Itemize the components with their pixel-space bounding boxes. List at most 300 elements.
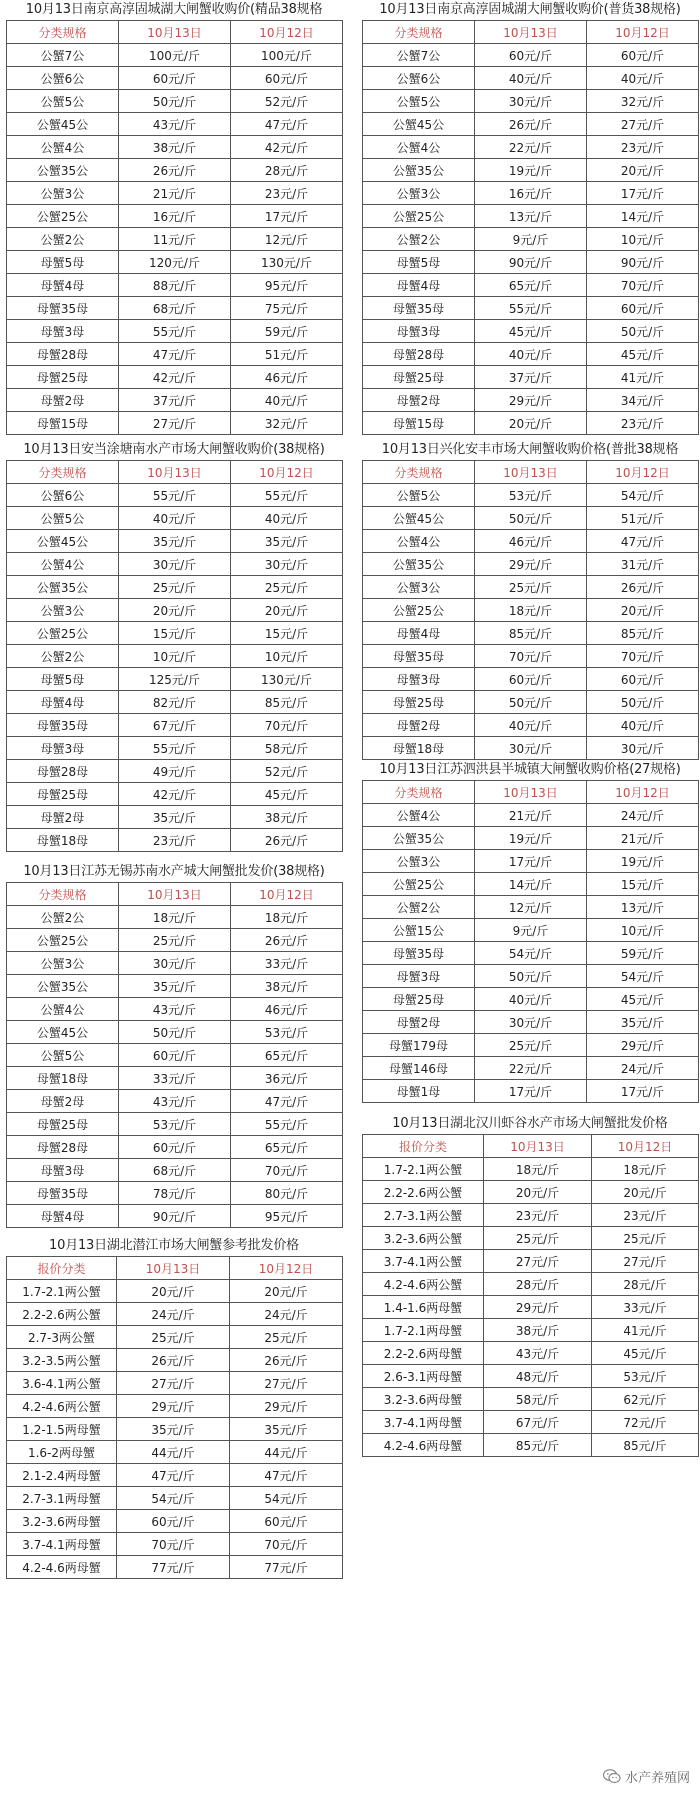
spec-cell: 3.6-4.1两公蟹 [7,1372,117,1395]
table-row [363,1250,699,1273]
price-cell: 44元/斤 [117,1441,230,1464]
price-cell: 13元/斤 [475,205,587,228]
price-cell: 47元/斤 [231,113,343,136]
price-cell: 58元/斤 [231,737,343,760]
price-cell: 27元/斤 [119,412,231,435]
spec-cell: 母蟹2母 [7,806,119,829]
price-cell: 60元/斤 [587,668,699,691]
price-section [362,1114,698,1457]
price-cell: 58元/斤 [484,1388,592,1411]
price-cell: 40元/斤 [587,714,699,737]
column-header: 10月13日 [475,781,587,804]
price-cell: 51元/斤 [587,507,699,530]
table-row [7,760,343,783]
price-cell: 35元/斤 [119,530,231,553]
table-row [363,205,699,228]
price-cell: 35元/斤 [119,975,231,998]
table-row [7,1021,343,1044]
price-cell: 47元/斤 [230,1464,343,1487]
spec-cell: 母蟹28母 [7,760,119,783]
spec-cell: 1.7-2.1两公蟹 [7,1280,117,1303]
price-cell: 95元/斤 [231,274,343,297]
spec-cell: 公蟹15公 [363,919,475,942]
table-row [363,136,699,159]
table-row [7,829,343,852]
spec-cell: 母蟹4母 [7,691,119,714]
spec-cell: 公蟹4公 [7,136,119,159]
price-cell: 55元/斤 [231,484,343,507]
table-row [363,668,699,691]
price-cell: 40元/斤 [475,988,587,1011]
table-row [363,965,699,988]
price-table [6,882,343,1228]
spec-cell: 公蟹3公 [363,182,475,205]
price-cell: 60元/斤 [119,1136,231,1159]
price-cell: 88元/斤 [119,274,231,297]
price-cell: 21元/斤 [475,804,587,827]
table-row [7,1349,343,1372]
table-row [7,159,343,182]
price-cell: 17元/斤 [231,205,343,228]
spec-cell: 母蟹2母 [363,714,475,737]
price-cell: 50元/斤 [119,1021,231,1044]
header-row [363,1135,699,1158]
price-cell: 46元/斤 [475,530,587,553]
price-cell: 40元/斤 [119,507,231,530]
price-cell: 47元/斤 [231,1090,343,1113]
price-cell: 38元/斤 [119,136,231,159]
price-section [362,440,698,760]
spec-cell: 4.2-4.6两公蟹 [7,1395,117,1418]
price-cell: 41元/斤 [587,366,699,389]
price-cell: 24元/斤 [230,1303,343,1326]
price-cell: 41元/斤 [592,1319,699,1342]
price-cell: 30元/斤 [119,553,231,576]
price-cell: 25元/斤 [475,1034,587,1057]
price-cell: 10元/斤 [231,645,343,668]
price-cell: 25元/斤 [475,576,587,599]
spec-cell: 母蟹25母 [363,366,475,389]
price-section [362,0,698,435]
table-row [363,412,699,435]
price-cell: 25元/斤 [230,1326,343,1349]
price-cell: 60元/斤 [119,1044,231,1067]
price-table [362,780,699,1103]
table-row [7,553,343,576]
table-row [363,942,699,965]
price-section [6,0,342,435]
column-header: 分类规格 [7,883,119,906]
spec-cell: 母蟹3母 [363,320,475,343]
table-row [7,645,343,668]
price-cell: 50元/斤 [475,507,587,530]
price-cell: 10元/斤 [119,645,231,668]
table-row [7,929,343,952]
price-cell: 65元/斤 [231,1136,343,1159]
table-row [7,1205,343,1228]
table-row [363,1388,699,1411]
header-row [363,21,699,44]
price-cell: 100元/斤 [119,44,231,67]
price-cell: 40元/斤 [231,507,343,530]
price-cell: 70元/斤 [231,1159,343,1182]
price-cell: 50元/斤 [587,320,699,343]
price-cell: 60元/斤 [119,67,231,90]
price-cell: 19元/斤 [475,159,587,182]
spec-cell: 2.2-2.6两母蟹 [363,1342,484,1365]
table-row [363,714,699,737]
table-row [7,783,343,806]
price-cell: 50元/斤 [587,691,699,714]
table-row [7,1556,343,1579]
table-row [363,67,699,90]
price-cell: 23元/斤 [484,1204,592,1227]
column-header: 分类规格 [363,461,475,484]
price-cell: 19元/斤 [587,850,699,873]
price-cell: 85元/斤 [475,622,587,645]
table-row [363,1296,699,1319]
price-cell: 15元/斤 [231,622,343,645]
price-cell: 49元/斤 [119,760,231,783]
spec-cell: 公蟹2公 [7,645,119,668]
table-row [363,737,699,760]
spec-cell: 1.7-2.1两母蟹 [363,1319,484,1342]
price-cell: 29元/斤 [484,1296,592,1319]
spec-cell: 公蟹4公 [7,553,119,576]
price-cell: 42元/斤 [119,366,231,389]
column-header: 10月12日 [587,781,699,804]
spec-cell: 母蟹25母 [7,783,119,806]
table-row [7,320,343,343]
table-row [7,113,343,136]
table-row [363,1011,699,1034]
spec-cell: 母蟹25母 [7,1113,119,1136]
table-row [363,873,699,896]
spec-cell: 母蟹2母 [7,389,119,412]
table-row [7,205,343,228]
price-cell: 20元/斤 [587,599,699,622]
table-row [7,412,343,435]
spec-cell: 公蟹3公 [7,182,119,205]
price-cell: 25元/斤 [231,576,343,599]
spec-cell: 3.7-4.1两母蟹 [7,1533,117,1556]
watermark-text: 水产养殖网 [624,1771,690,1786]
table-row [363,182,699,205]
spec-cell: 公蟹45公 [363,507,475,530]
spec-cell: 3.2-3.5两公蟹 [7,1349,117,1372]
table-row [363,343,699,366]
table-row [7,806,343,829]
price-cell: 17元/斤 [587,1080,699,1103]
price-cell: 12元/斤 [475,896,587,919]
table-row [7,297,343,320]
table-row [363,1319,699,1342]
spec-cell: 母蟹18母 [7,1067,119,1090]
spec-cell: 2.7-3.1两公蟹 [363,1204,484,1227]
spec-cell: 3.2-3.6两公蟹 [363,1227,484,1250]
spec-cell: 公蟹4公 [363,136,475,159]
price-cell: 60元/斤 [587,44,699,67]
price-cell: 95元/斤 [231,1205,343,1228]
section-title: 10月13日湖北汉川虾谷水产市场大闸蟹批发价格 [392,1116,668,1131]
price-cell: 22元/斤 [475,136,587,159]
table-row [7,251,343,274]
column-header: 10月12日 [230,1257,343,1280]
price-cell: 54元/斤 [230,1487,343,1510]
spec-cell: 3.2-3.6两母蟹 [7,1510,117,1533]
table-row [7,136,343,159]
price-cell: 40元/斤 [231,389,343,412]
table-row [363,1342,699,1365]
section-title: 10月13日江苏泗洪县半城镇大闸蟹收购价格(27规格) [379,762,681,777]
table-row [7,67,343,90]
column-header: 10月12日 [231,883,343,906]
price-section [6,1236,342,1579]
table-row [7,952,343,975]
spec-cell: 公蟹4公 [363,530,475,553]
spec-cell: 母蟹3母 [7,320,119,343]
spec-cell: 公蟹6公 [7,67,119,90]
price-cell: 31元/斤 [587,553,699,576]
price-cell: 59元/斤 [231,320,343,343]
price-table [6,460,343,852]
header-row [363,781,699,804]
spec-cell: 母蟹25母 [363,691,475,714]
price-cell: 46元/斤 [231,366,343,389]
spec-cell: 母蟹35母 [7,297,119,320]
spec-cell: 母蟹4母 [363,622,475,645]
table-row [363,228,699,251]
price-cell: 45元/斤 [587,988,699,1011]
table-row [363,645,699,668]
table-row [363,1227,699,1250]
price-cell: 70元/斤 [230,1533,343,1556]
price-cell: 55元/斤 [475,297,587,320]
section-title: 10月13日南京高淳固城湖大闸蟹收购价(精品38规格 [25,2,323,17]
spec-cell: 公蟹35公 [363,827,475,850]
price-cell: 35元/斤 [119,806,231,829]
spec-cell: 公蟹5公 [363,484,475,507]
column-header: 10月12日 [231,21,343,44]
price-cell: 28元/斤 [231,159,343,182]
price-cell: 26元/斤 [231,929,343,952]
table-row [363,691,699,714]
spec-cell: 公蟹5公 [7,507,119,530]
price-cell: 100元/斤 [231,44,343,67]
price-cell: 45元/斤 [475,320,587,343]
price-cell: 38元/斤 [231,975,343,998]
price-cell: 60元/斤 [475,668,587,691]
table-row [7,975,343,998]
price-cell: 10元/斤 [587,228,699,251]
spec-cell: 公蟹5公 [7,90,119,113]
table-row [363,1057,699,1080]
price-cell: 54元/斤 [587,965,699,988]
price-cell: 25元/斤 [119,929,231,952]
price-cell: 54元/斤 [117,1487,230,1510]
price-cell: 55元/斤 [119,320,231,343]
spec-cell: 公蟹3公 [7,952,119,975]
table-row [7,1487,343,1510]
spec-cell: 公蟹5公 [363,90,475,113]
price-cell: 70元/斤 [231,714,343,737]
section-title: 10月13日江苏无锡苏南水产城大闸蟹批发价(38规格) [23,864,325,879]
spec-cell: 母蟹25母 [7,366,119,389]
column-header: 10月12日 [587,461,699,484]
price-cell: 40元/斤 [475,67,587,90]
price-cell: 22元/斤 [475,1057,587,1080]
table-row [363,1158,699,1181]
price-cell: 29元/斤 [587,1034,699,1057]
table-row [363,622,699,645]
table-row [7,622,343,645]
table-row [7,1136,343,1159]
spec-cell: 母蟹18母 [363,737,475,760]
price-table [6,1256,343,1579]
price-cell: 120元/斤 [119,251,231,274]
spec-cell: 母蟹35母 [363,297,475,320]
price-cell: 42元/斤 [119,783,231,806]
spec-cell: 2.7-3.1两母蟹 [7,1487,117,1510]
price-cell: 13元/斤 [587,896,699,919]
price-cell: 43元/斤 [119,998,231,1021]
price-cell: 43元/斤 [484,1342,592,1365]
table-row [363,297,699,320]
table-row [7,366,343,389]
price-cell: 55元/斤 [119,737,231,760]
price-cell: 33元/斤 [231,952,343,975]
price-cell: 18元/斤 [484,1158,592,1181]
spec-cell: 母蟹3母 [363,668,475,691]
table-row [7,714,343,737]
price-cell: 18元/斤 [475,599,587,622]
spec-cell: 母蟹28母 [363,343,475,366]
spec-cell: 母蟹35母 [363,645,475,668]
price-cell: 90元/斤 [475,251,587,274]
table-row [7,228,343,251]
section-title: 10月13日南京高淳固城湖大闸蟹收购价(普货38规格) [379,2,681,17]
price-cell: 27元/斤 [484,1250,592,1273]
spec-cell: 公蟹25公 [7,929,119,952]
table-row [7,343,343,366]
price-cell: 30元/斤 [119,952,231,975]
price-cell: 60元/斤 [230,1510,343,1533]
price-cell: 29元/斤 [230,1395,343,1418]
price-cell: 21元/斤 [119,182,231,205]
table-row [7,576,343,599]
price-cell: 23元/斤 [587,412,699,435]
table-row [363,1365,699,1388]
price-cell: 20元/斤 [231,599,343,622]
price-cell: 27元/斤 [587,113,699,136]
price-cell: 67元/斤 [119,714,231,737]
spec-cell: 母蟹25母 [363,988,475,1011]
table-row [363,366,699,389]
table-row [363,988,699,1011]
spec-cell: 公蟹45公 [7,530,119,553]
spec-cell: 3.7-4.1两母蟹 [363,1411,484,1434]
price-cell: 28元/斤 [484,1273,592,1296]
column-header: 10月13日 [119,883,231,906]
table-row [7,691,343,714]
table-row [7,1510,343,1533]
spec-cell: 2.2-2.6两公蟹 [363,1181,484,1204]
table-row [363,251,699,274]
price-cell: 70元/斤 [117,1533,230,1556]
spec-cell: 公蟹4公 [363,804,475,827]
spec-cell: 公蟹2公 [363,896,475,919]
table-row [7,1280,343,1303]
price-cell: 14元/斤 [475,873,587,896]
spec-cell: 母蟹5母 [363,251,475,274]
price-cell: 47元/斤 [117,1464,230,1487]
table-row [363,159,699,182]
price-cell: 50元/斤 [119,90,231,113]
spec-cell: 2.7-3两公蟹 [7,1326,117,1349]
table-row [7,998,343,1021]
price-cell: 30元/斤 [587,737,699,760]
price-cell: 30元/斤 [475,737,587,760]
header-row [7,461,343,484]
table-row [363,1204,699,1227]
spec-cell: 公蟹7公 [363,44,475,67]
price-cell: 53元/斤 [592,1365,699,1388]
table-row [363,1080,699,1103]
table-row [363,484,699,507]
price-cell: 30元/斤 [475,1011,587,1034]
price-cell: 15元/斤 [587,873,699,896]
wechat-icon [603,1769,621,1784]
spec-cell: 母蟹4母 [7,1205,119,1228]
table-row [7,44,343,67]
price-cell: 52元/斤 [231,90,343,113]
table-row [7,507,343,530]
spec-cell: 公蟹25公 [363,205,475,228]
table-row [363,553,699,576]
table-row [7,1395,343,1418]
price-cell: 43元/斤 [119,1090,231,1113]
spec-cell: 公蟹2公 [7,228,119,251]
price-cell: 23元/斤 [119,829,231,852]
column-header: 分类规格 [7,21,119,44]
price-cell: 37元/斤 [475,366,587,389]
price-cell: 29元/斤 [117,1395,230,1418]
price-cell: 45元/斤 [587,343,699,366]
price-cell: 62元/斤 [592,1388,699,1411]
spec-cell: 母蟹15母 [363,412,475,435]
price-cell: 30元/斤 [231,553,343,576]
spec-cell: 2.6-3.1两母蟹 [363,1365,484,1388]
spec-cell: 母蟹146母 [363,1057,475,1080]
table-row [363,274,699,297]
spec-cell: 1.4-1.6两母蟹 [363,1296,484,1319]
spec-cell: 公蟹5公 [7,1044,119,1067]
price-cell: 12元/斤 [231,228,343,251]
table-row [363,530,699,553]
spec-cell: 公蟹2公 [7,906,119,929]
price-cell: 32元/斤 [587,90,699,113]
price-cell: 38元/斤 [231,806,343,829]
price-cell: 52元/斤 [231,760,343,783]
table-row [7,1326,343,1349]
price-cell: 20元/斤 [592,1181,699,1204]
table-row [363,1034,699,1057]
table-row [7,90,343,113]
price-cell: 34元/斤 [587,389,699,412]
price-cell: 16元/斤 [119,205,231,228]
price-cell: 60元/斤 [587,297,699,320]
price-cell: 77元/斤 [117,1556,230,1579]
